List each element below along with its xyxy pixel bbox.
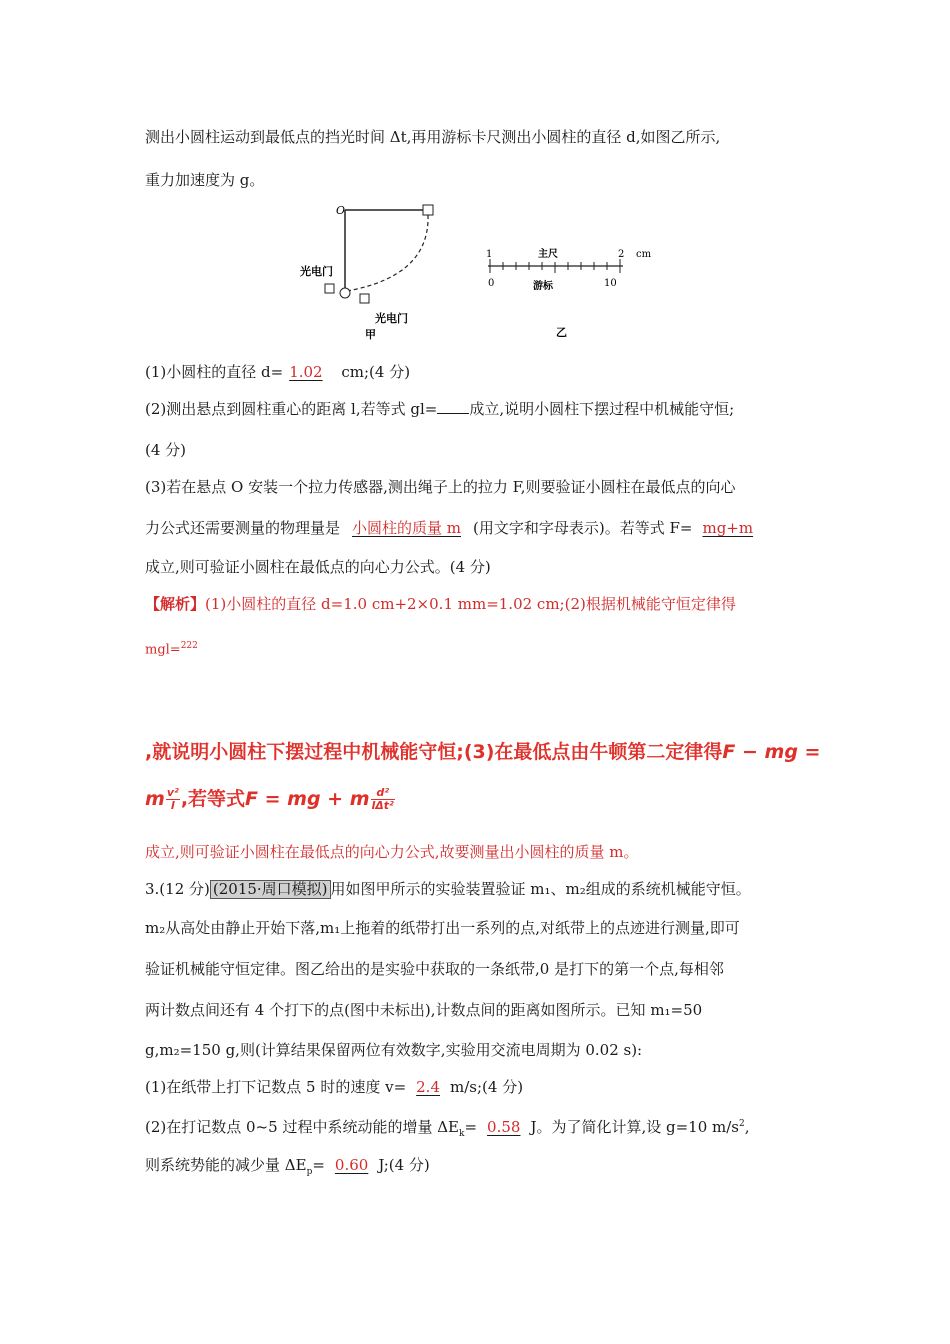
analysis-big-line-2 [145, 784, 396, 812]
pivot-label: O [336, 204, 346, 217]
frac1-den: l [170, 799, 175, 812]
problem-3-line-1 [145, 879, 751, 899]
p3-q2-comma: , [744, 1118, 750, 1136]
question-3-line-1: (3)若在悬点 O 安装一个拉力传感器,测出绳子上的拉力 F,则要验证小圆柱在最低点的向心 [145, 478, 736, 496]
p3-q3-sub-p: p [306, 1167, 313, 1177]
q2-text-b: 成立,说明小圆柱下摆过程中机械能守恒; [469, 400, 735, 418]
q3-answer-1: 小圆柱的质量 m [352, 519, 462, 537]
p3-q2-suffix: J。为了简化计算,设 g=10 m/s [530, 1118, 740, 1136]
question-3-line-3: 成立,则可验证小圆柱在最低点的向心力公式。(4 分) [145, 558, 491, 576]
question-1 [145, 362, 410, 382]
p3-line1-text: 用如图甲所示的实验装置验证 m₁、m₂组成的系统机械能守恒。 [330, 880, 751, 898]
p3-q3-suffix: J;(4 分) [378, 1156, 430, 1174]
p3-q2-sup: 2 [739, 1119, 745, 1129]
intro-line-1: 测出小圆柱运动到最低点的挡光时间 Δt,再用游标卡尺测出小圆柱的直径 d,如图乙所示, [145, 128, 721, 146]
frac1-num: v² [166, 786, 179, 799]
unit-label: cm [636, 249, 652, 260]
frac2-den: lΔt² [371, 799, 394, 812]
swing-arc [347, 215, 428, 291]
vernier-tick-0: 0 [488, 278, 495, 289]
p3-q2-sub-k: k [459, 1129, 465, 1139]
vernier-label: 游标 [533, 281, 553, 292]
cylinder-start [423, 205, 433, 215]
p3-prefix: 3.(12 分) [145, 880, 210, 898]
problem-3-q2 [145, 1114, 750, 1144]
p3-q2-eq: = [464, 1118, 478, 1136]
analysis-line-1 [145, 594, 736, 614]
main-scale-label: 主尺 [538, 249, 558, 260]
intro-line-2: 重力加速度为 g。 [145, 171, 265, 189]
analysis-conclusion: 成立,则可验证小圆柱在最低点的向心力公式,故要测量出小圆柱的质量 m。 [145, 843, 639, 861]
p3-q3-answer: 0.60 [334, 1156, 369, 1174]
q3-answer-2: mg+m [702, 519, 754, 537]
photogate-right [360, 294, 369, 303]
photogate-label-1: 光电门 [300, 265, 333, 278]
p3-q1-suffix: m/s;(4 分) [450, 1078, 524, 1096]
frac2-num: d² [371, 787, 395, 800]
q1-suffix: cm;(4 分) [341, 363, 411, 381]
question-2 [145, 399, 734, 419]
analysis-text-2: mgl= [145, 642, 181, 658]
big2-math: F = mg + m [245, 788, 370, 810]
q3-text-b: (用文字和字母表示)。若等式 F= [473, 519, 693, 537]
p3-q3-eq: = [312, 1156, 325, 1174]
p3-q1-text: (1)在纸带上打下记数点 5 时的速度 v= [145, 1078, 407, 1096]
big1-text: ,就说明小圆柱下摆过程中机械能守恒;(3)在最低点由牛顿第二定律得 [145, 741, 723, 763]
fraction-d2-lt2 [371, 787, 395, 812]
photogate-left [325, 284, 334, 293]
p3-q1-answer: 2.4 [416, 1078, 440, 1096]
main-tick-1: 1 [486, 249, 493, 260]
q1-answer: 1.02 [289, 363, 323, 381]
analysis-text-1: (1)小圆柱的直径 d=1.0 cm+2×0.1 mm=1.02 cm;(2)根据机械能守恒定律得 [205, 595, 736, 613]
main-tick-2: 2 [618, 249, 625, 260]
big1-math: F − mg = [722, 741, 821, 763]
figure-caption-yi: 乙 [556, 326, 567, 339]
problem-3-line-3: 验证机械能守恒定律。图乙给出的是实验中获取的一条纸带,0 是打下的第一个点,每相邻 [145, 960, 724, 978]
analysis-label: 【解析】 [145, 595, 206, 613]
q2-blank [437, 399, 469, 414]
question-2-points: (4 分) [145, 441, 187, 459]
q3-text-a: 力公式还需要测量的物理量是 [145, 519, 341, 537]
analysis-sup: 222 [180, 641, 198, 651]
big2-m: m [145, 788, 165, 810]
question-3-line-2 [145, 518, 755, 538]
problem-3-line-5: g,m₂=150 g,则(计算结果保留两位有效数字,实验用交流电周期为 0.02 s): [145, 1041, 643, 1059]
source-tag: (2015·周口模拟) [210, 880, 331, 899]
problem-3-line-2: m₂从高处由静止开始下落,m₁上拖着的纸带打出一系列的点,对纸带上的点迹进行测量,即可 [145, 919, 740, 937]
problem-3-q3 [145, 1155, 430, 1182]
figure-vernier [478, 242, 668, 342]
problem-3-line-4: 两计数点间还有 4 个打下的点(图中未标出),计数点间的距离如图所示。已知 m₁=50 [145, 1001, 703, 1019]
analysis-line-2 [145, 636, 198, 660]
analysis-big-line-1 [145, 737, 820, 764]
problem-3-q1 [145, 1077, 523, 1097]
big2-mid: ,若等式 [180, 788, 246, 810]
fraction-v2-l [166, 787, 180, 812]
p3-q3-text: 则系统势能的减少量 ΔE [145, 1156, 307, 1174]
q1-text: (1)小圆柱的直径 d= [145, 363, 284, 381]
p3-q2-answer: 0.58 [487, 1118, 521, 1136]
p3-q2-text: (2)在打记数点 0~5 过程中系统动能的增量 ΔE [145, 1118, 459, 1136]
photogate-label-2: 光电门 [375, 312, 408, 325]
vernier-tick-10: 10 [604, 278, 617, 289]
figure-pendulum [290, 198, 450, 343]
q2-text-a: (2)测出悬点到圆柱重心的距离 l,若等式 gl= [145, 400, 438, 418]
figure-caption-jia: 甲 [365, 328, 376, 341]
cylinder-bottom [340, 288, 350, 298]
